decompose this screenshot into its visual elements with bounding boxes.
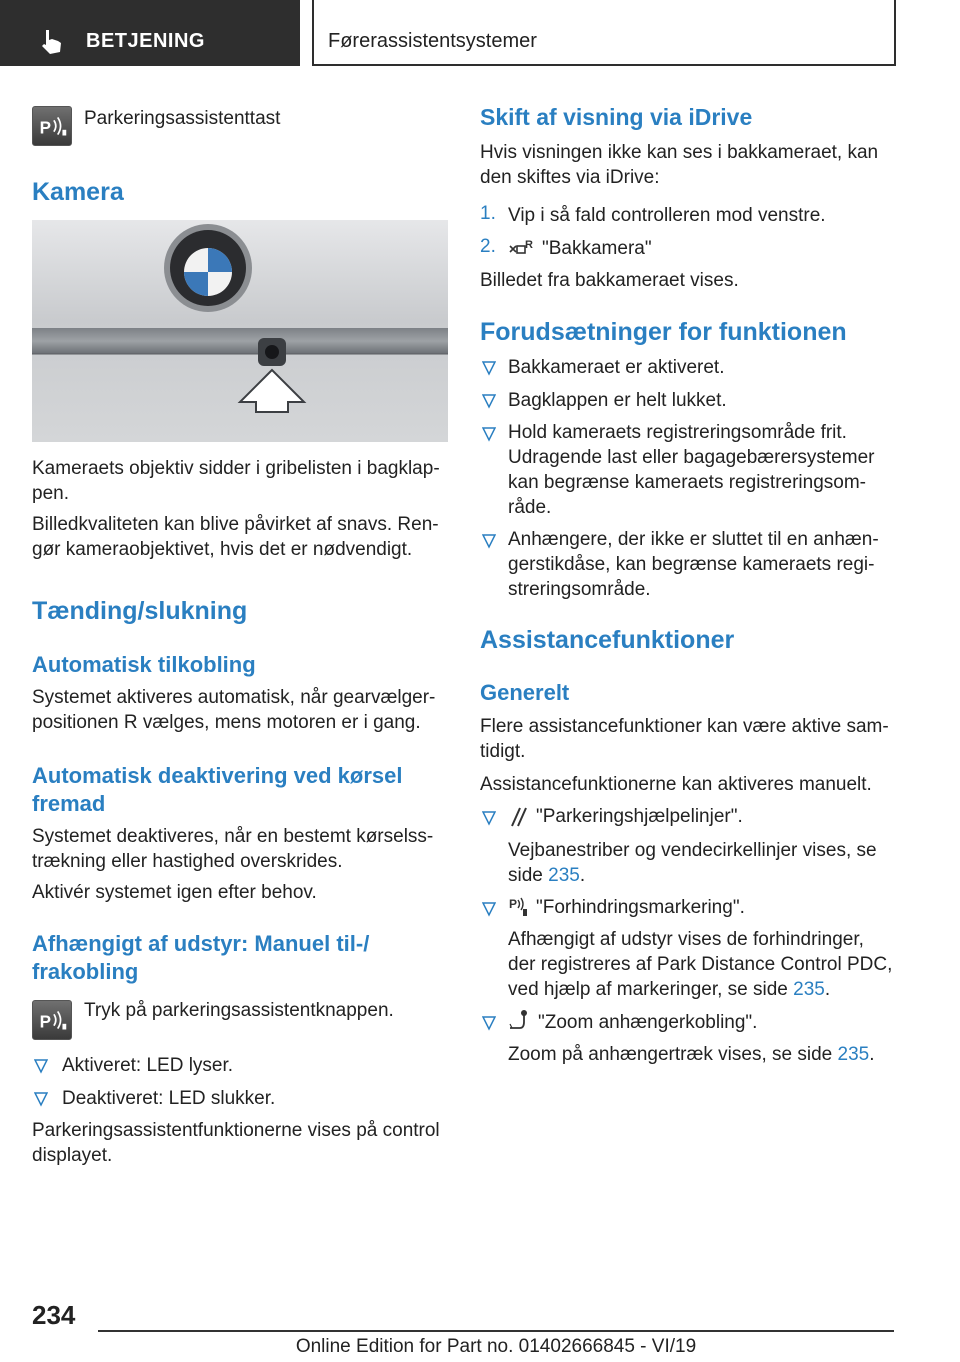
page-link-235[interactable]: 235: [837, 1044, 870, 1065]
rear-camera-icon: [508, 236, 534, 260]
camera-paragraph-2: Billedkvaliteten kan blive påvirket af snavs. Ren- gør kameraobjektivet, hvis det er nødvendigt.: [32, 514, 439, 560]
svg-text:P: P: [39, 118, 52, 138]
bullet-triangle-icon: [34, 1091, 48, 1107]
result-text: Billedet fra bakkameraet vises.: [480, 270, 739, 291]
prereq-4: Anhængere, der ikke er sluttet til en anhæn- gerstikdåse, kan begrænse kameraets regi- streringsområde.: [508, 529, 879, 600]
edition-text: Online Edition for Part no. 01402666845 - VI/19: [295, 1336, 697, 1357]
parking-assistant-button-icon-2: [32, 1000, 72, 1040]
section-tab: [0, 0, 300, 66]
assist-3-text: Zoom på anhængertræk vises, se side 235.: [508, 1044, 875, 1065]
button-caption: Parkeringsassistenttast: [84, 108, 281, 129]
bullet-triangle-icon: [482, 901, 496, 917]
assist-3-label: "Zoom anhængerkobling".: [538, 1012, 758, 1033]
svg-text:P: P: [509, 897, 518, 911]
chapter-tab: [312, 0, 896, 66]
idrive-paragraph: Hvis visningen ikke kan ses i bakkameraet, kan den skiftes via iDrive:: [480, 142, 879, 188]
svg-text:R: R: [525, 239, 533, 251]
page-link-235[interactable]: 235: [548, 865, 580, 886]
parking-assistant-button-icon: [32, 106, 72, 146]
heading-manual: Afhængigt af udstyr: Manuel til-/ frakobling: [32, 931, 370, 984]
bullet-triangle-icon: [34, 1058, 48, 1074]
bullet-triangle-icon: [482, 393, 496, 409]
general-paragraph-2: Assistancefunktionerne kan aktiveres manuelt.: [480, 774, 872, 795]
assist-2-text: Afhængigt af udstyr vises de forhindringer, der registreres af Park Distance Control PDC, ved hjælp af markeringer, se side 235.: [508, 929, 893, 1000]
heading-assistance: Assistancefunktioner: [480, 626, 735, 654]
auto-off-paragraph: Systemet deaktiveres, når en bestemt kørselss- trækning eller hastighed overskrides.: [32, 826, 434, 872]
camera-photo: [32, 220, 448, 442]
camera-paragraph-1: Kameraets objektiv sidder i gribelisten i bagklap- pen.: [32, 458, 440, 504]
camera-photo-illustration: [32, 220, 448, 442]
general-paragraph: Flere assistancefunktioner kan være aktive sam- tidigt.: [480, 716, 889, 762]
step-1-text: Vip i så fald controlleren mod venstre.: [508, 205, 826, 226]
footer-divider: [98, 1330, 894, 1332]
step-2-text: "Bakkamera": [542, 238, 652, 259]
step-2-number: 2.: [480, 236, 496, 257]
heading-general: Generelt: [480, 680, 570, 705]
bullet-triangle-icon: [482, 360, 496, 376]
manual-text: Tryk på parkeringsassistentknappen.: [84, 1000, 394, 1021]
bullet-triangle-icon: [482, 533, 496, 549]
hand-pointer-icon: [38, 28, 64, 56]
heading-auto-on: Automatisk tilkobling: [32, 652, 256, 677]
heading-auto-off: Automatisk deaktivering ved kørsel fremad: [32, 763, 403, 816]
bullet-activated: Aktiveret: LED lyser.: [62, 1055, 234, 1076]
heading-idrive: Skift af visning via iDrive: [480, 104, 753, 130]
step-1-number: 1.: [480, 203, 496, 224]
prereq-1: Bakkameraet er aktiveret.: [508, 357, 725, 378]
assist-1-label: "Parkeringshjælpelinjer".: [536, 806, 743, 827]
page-number: 234: [32, 1300, 76, 1330]
bullet-deactivated: Deaktiveret: LED slukker.: [62, 1088, 276, 1109]
heading-camera: Kamera: [32, 178, 124, 206]
bullet-triangle-icon: [482, 426, 496, 442]
heading-switch-on-off: Tænding/slukning: [32, 597, 248, 625]
auto-on-paragraph: Systemet aktiveres automatisk, når gearvælger- positionen R vælges, mens motoren er i gang.: [32, 687, 436, 733]
prereq-2: Bagklappen er helt lukket.: [508, 390, 727, 411]
page-link-235[interactable]: 235: [793, 979, 825, 1000]
bullet-triangle-icon: [482, 1015, 496, 1031]
chapter-title: Førerassistentsystemer: [328, 30, 537, 52]
bullet-triangle-icon: [482, 810, 496, 826]
trailer-hitch-icon: [508, 1008, 532, 1032]
heading-prerequisites: Forudsætninger for funktionen: [480, 318, 847, 346]
assist-2-label: "Forhindringsmarkering".: [536, 897, 745, 918]
final-paragraph: Parkeringsassistentfunktionerne vises på control displayet.: [32, 1120, 440, 1166]
obstacle-marking-icon: [508, 894, 530, 918]
section-label: BETJENING: [86, 30, 205, 52]
svg-text:P: P: [39, 1012, 52, 1032]
parking-guide-lines-icon: [508, 804, 530, 828]
auto-off-paragraph-2: Aktivér systemet igen efter behov.: [32, 882, 317, 903]
prereq-3: Hold kameraets registreringsområde frit. Udragende last eller bagagebærersystemer kan begrænse kameraets registreringsom- råde.: [508, 422, 875, 518]
assist-1-text: Vejbanestriber og vendecirkellinjer vises, se side 235.: [508, 840, 877, 886]
